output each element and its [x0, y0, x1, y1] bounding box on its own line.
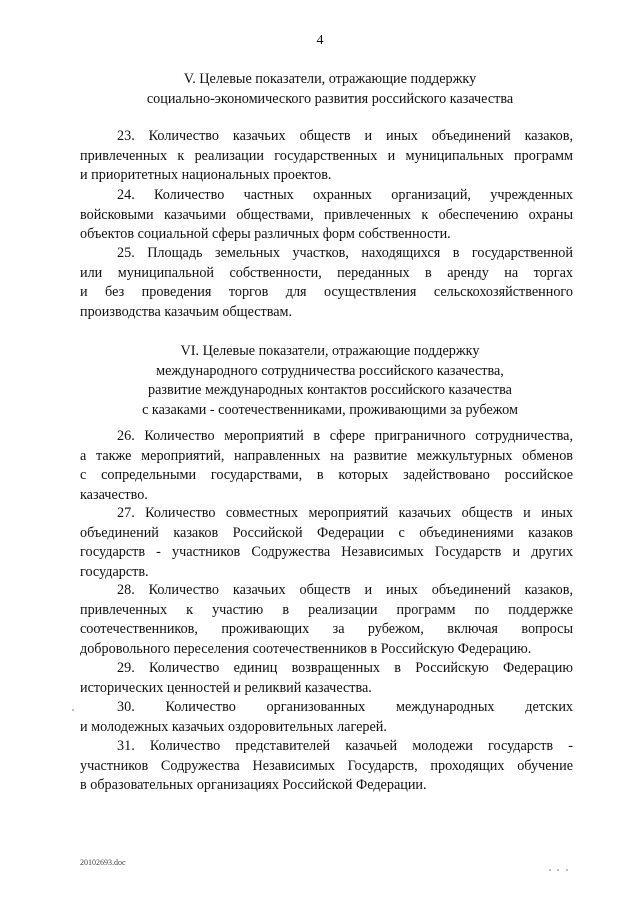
- paragraph-line: 28. Количество казачьих обществ и иных объединений казаков,: [117, 582, 573, 598]
- paragraph-line: а также мероприятий, направленных на развитие межкультурных обменов: [80, 447, 573, 464]
- paragraph-line: производства казачьим обществам.: [80, 303, 293, 320]
- paragraph-line: 23. Количество казачьих обществ и иных объединений казаков,: [117, 128, 573, 144]
- paragraph-line: и молодежных казачьих оздоровительных лагерей.: [80, 718, 387, 735]
- paragraph-line: в образовательных организациях Российской Федерации.: [80, 777, 427, 794]
- heading-line: VI. Целевые показатели, отражающие поддержку: [180, 343, 480, 359]
- paragraph-line: привлеченных к участию в реализации программ по поддержке: [80, 601, 573, 618]
- scan-speck: [557, 869, 559, 871]
- heading-line: развитие международных контактов российского казачества: [148, 382, 512, 398]
- section-heading-v: [80, 70, 580, 109]
- scan-speck: [549, 869, 551, 871]
- paragraph-line: объектов социальной сферы различных форм собственности.: [80, 226, 451, 243]
- paragraph-line: участников Содружества Независимых Государств, проходящих обучение: [80, 757, 573, 774]
- paragraph-25: [80, 244, 573, 322]
- paragraph-line: 27. Количество совместных мероприятий казачьих обществ и иных: [117, 505, 573, 521]
- paragraph-line: и приоритетных национальных проектов.: [80, 167, 332, 184]
- heading-line: социально-экономического развития российского казачества: [146, 90, 514, 107]
- paragraph-26: [80, 427, 573, 505]
- paragraph-28: [80, 581, 573, 659]
- paragraph-line: 29. Количество единиц возвращенных в Российскую Федерацию: [117, 660, 573, 676]
- heading-line: с казаками - соотечественниками, проживающими за рубежом: [142, 401, 518, 418]
- section-heading-vi: [80, 342, 580, 420]
- paragraph-30: [80, 698, 573, 737]
- heading-line: V. Целевые показатели, отражающие поддержку: [183, 71, 477, 87]
- paragraph-27: [80, 504, 573, 582]
- paragraph-23: [80, 127, 573, 186]
- paragraph-line: с сопредельными государствами, в которых задействовано российское: [80, 467, 573, 484]
- paragraph-line: 26. Количество мероприятий в сфере приграничного сотрудничества,: [117, 428, 573, 444]
- page-number: 4: [316, 33, 324, 48]
- scan-speck: [566, 869, 568, 871]
- paragraph-line: государств - участников Содружества Независимых Государств и других: [80, 544, 573, 561]
- paragraph-line: 31. Количество представителей казачьей молодежи государств -: [117, 738, 573, 754]
- paragraph-line: 25. Площадь земельных участков, находящихся в государственной: [117, 245, 573, 261]
- paragraph-line: исторических ценностей и реликвий казачества.: [80, 679, 372, 696]
- paragraph-line: государств.: [80, 563, 149, 580]
- paragraph-line: соотечественников, проживающих за рубежом, включая вопросы: [80, 621, 573, 638]
- paragraph-line: объединений казаков Российской Федерации с объединениями казаков: [80, 524, 573, 541]
- paragraph-line: 30. Количество организованных международных детских: [117, 699, 573, 715]
- paragraph-24: [80, 186, 573, 245]
- paragraph-line: и без проведения торгов для осуществления сельскохозяйственного: [80, 284, 573, 301]
- paragraph-line: казачество.: [80, 486, 148, 503]
- paragraph-31: [80, 737, 573, 796]
- document-id: 20102693.doc: [80, 858, 126, 867]
- paragraph-line: добровольного переселения соотечественников в Российскую Федерацию.: [80, 640, 532, 657]
- paragraph-line: или муниципальной собственности, переданных в аренду на торгах: [80, 264, 573, 281]
- paragraph-line: войсковыми казачьими обществами, привлеченных к обеспечению охраны: [80, 206, 573, 223]
- heading-line: международного сотрудничества российского казачества,: [156, 362, 504, 379]
- scan-speck: [72, 709, 74, 711]
- paragraph-29: [80, 659, 573, 698]
- paragraph-line: 24. Количество частных охранных организаций, учрежденных: [117, 187, 573, 203]
- paragraph-line: привлеченных к реализации государственных и муниципальных программ: [80, 147, 573, 164]
